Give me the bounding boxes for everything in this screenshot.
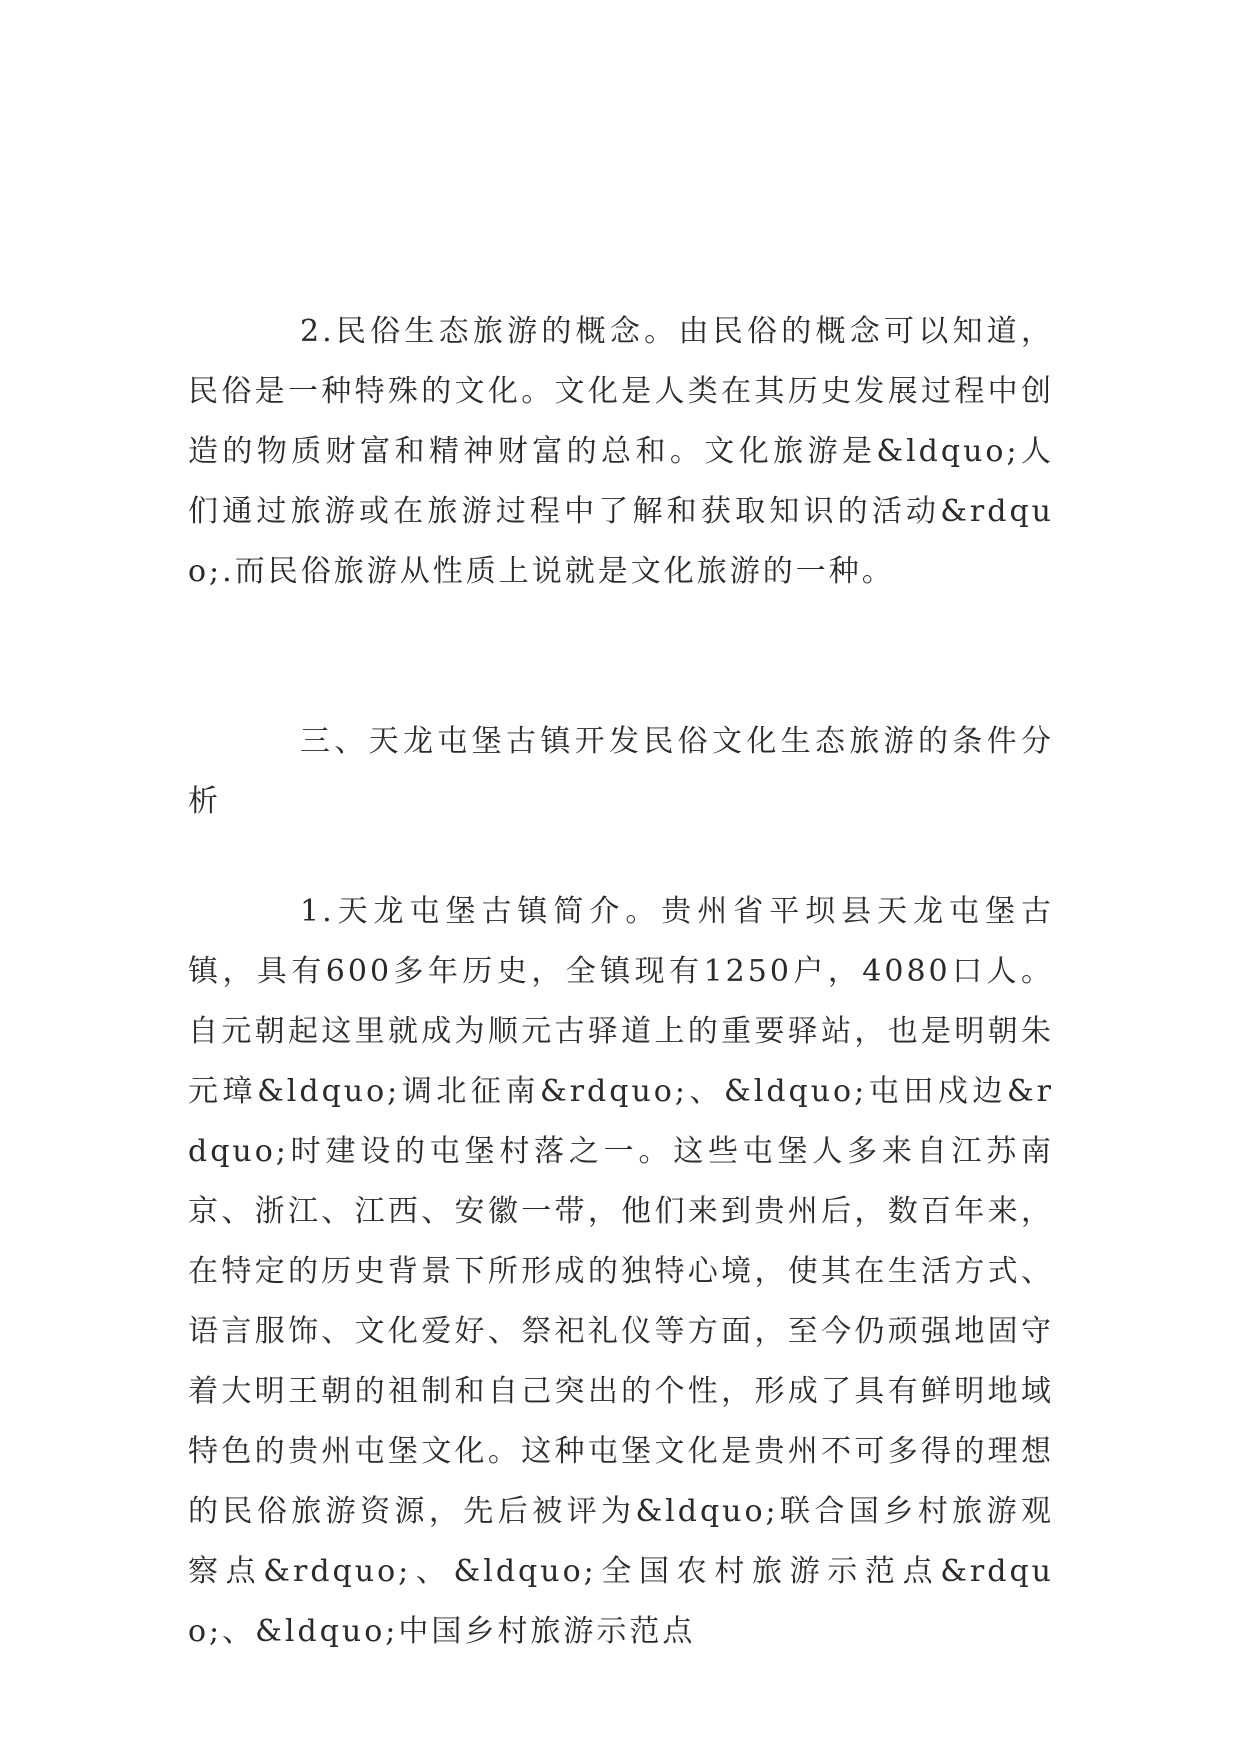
section-heading: 三、天龙屯堡古镇开发民俗文化生态旅游的条件分析 <box>188 724 1054 819</box>
paragraph-tianlong-tunpu-intro: 1.天龙屯堡古镇简介。贵州省平坝县天龙屯堡古镇，具有600多年历史，全镇现有1250户，4080口人。自元朝起这里就成为顺元古驿道上的重要驿站，也是明朝朱元璋&ldquo;调北征南&rdquo;、&ldquo;屯田戍边&rdquo;时建设的屯堡村落之一。这些屯堡人多来自江苏南京、浙江、江西、安徽一带，他们来到贵州后，数百年来，在特定的历史背景下所形成的独特心境，使其在生活方式、语言服饰、文化爱好、祭祀礼仪等方面，至今仍顽强地固守着大明王朝的祖制和自己突出的个性，形成了具有鲜明地域特色的贵州屯堡文化。这种屯堡文化是贵州不可多得的理想的民俗旅游资源，先后被评为&ldquo;联合国乡村旅游观察点&rdquo;、&ldquo;全国农村旅游示范点&rdquo;、&ldquo;中国乡村旅游示范点 <box>188 894 1054 1649</box>
paragraph-folk-eco-tourism-concept: 2.民俗生态旅游的概念。由民俗的概念可以知道，民俗是一种特殊的文化。文化是人类在其历史发展过程中创造的物质财富和精神财富的总和。文化旅游是&ldquo;人们通过旅游或在旅游过程中了解和获取知识的活动&rdquo;.而民俗旅游从性质上说就是文化旅游的一种。 <box>188 314 1054 589</box>
